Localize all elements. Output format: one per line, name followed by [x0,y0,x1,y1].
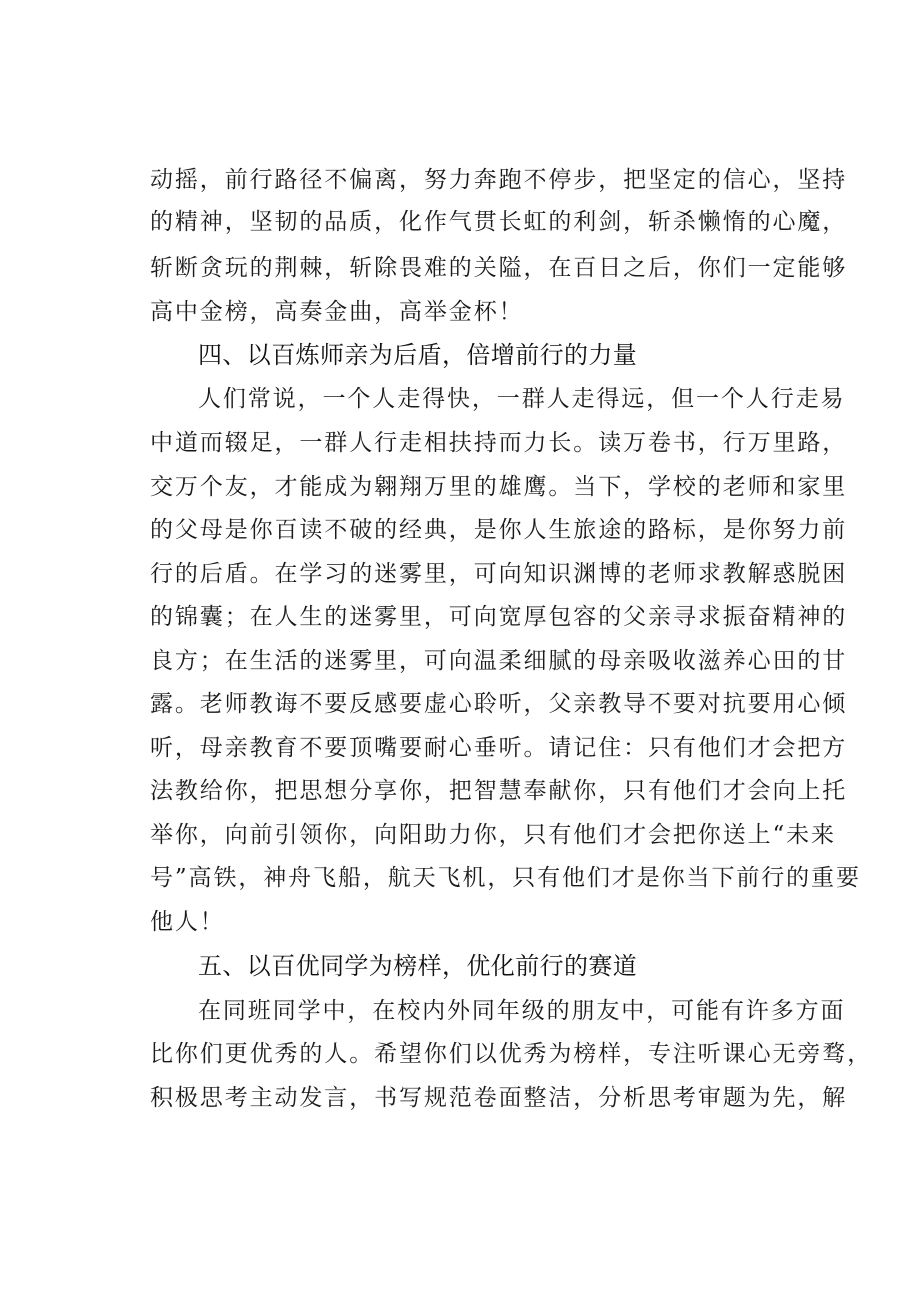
paragraph-line: 举你，向前引领你，向阳助力你，只有他们才会把你送上“未来 [150,822,836,848]
paragraph-line: 中道而辍足，一群人行走相扶持而力长。读万卷书，行万里路， [150,430,848,456]
paragraph-line: 良方；在生活的迷雾里，可向温柔细腻的母亲吸收滋养心田的甘 [150,648,848,674]
paragraph-line: 行的后盾。在学习的迷雾里，可向知识渊博的老师求教解惑脱困 [150,561,848,587]
paragraph-line: 他人！ [150,909,225,935]
paragraph-line: 人们常说，一个人走得快，一群人走得远，但一个人行走易 [198,386,846,412]
paragraph-line: 交万个友，才能成为翱翔万里的雄鹰。当下，学校的老师和家里 [150,474,848,500]
paragraph-line: 在同班同学中，在校内外同年级的朋友中，可能有许多方面 [198,998,846,1024]
paragraph-line: 比你们更优秀的人。希望你们以优秀为榜样，专注听课心无旁骛， [150,1041,873,1067]
paragraph-line: 积极思考主动发言，书写规范卷面整洁，分析思考审题为先，解 [150,1085,848,1111]
paragraph-line: 高中金榜，高奏金曲，高举金杯！ [150,299,524,325]
paragraph-line: 号”高铁，神舟飞船，航天飞机，只有他们才是你当下前行的重要 [150,865,861,891]
paragraph-line: 动摇，前行路径不偏离，努力奔跑不停步，把坚定的信心，坚持 [150,167,848,193]
paragraph-line: 露。老师教诲不要反感要虚心聆听，父亲教导不要对抗要用心倾 [150,691,848,717]
paragraph-line: 斩断贪玩的荆棘，斩除畏难的关隘，在百日之后，你们一定能够 [150,255,848,281]
section-heading: 四、以百炼师亲为后盾，倍增前行的力量 [198,341,638,369]
paragraph-line: 法教给你，把思想分享你，把智慧奉献你，只有他们才会向上托 [150,778,848,804]
paragraph-line: 的精神，坚韧的品质，化作气贯长虹的利剑，斩杀懒惰的心魔， [150,209,848,235]
paragraph-line: 的父母是你百读不破的经典，是你人生旅途的路标，是你努力前 [150,517,848,543]
paragraph-line: 听，母亲教育不要顶嘴要耐心垂听。请记住：只有他们才会把方 [150,735,848,761]
section-heading: 五、以百优同学为榜样，优化前行的赛道 [198,952,638,980]
document-body [150,0,873,1301]
paragraph-line: 的锦囊；在人生的迷雾里，可向宽厚包容的父亲寻求振奋精神的 [150,604,848,630]
